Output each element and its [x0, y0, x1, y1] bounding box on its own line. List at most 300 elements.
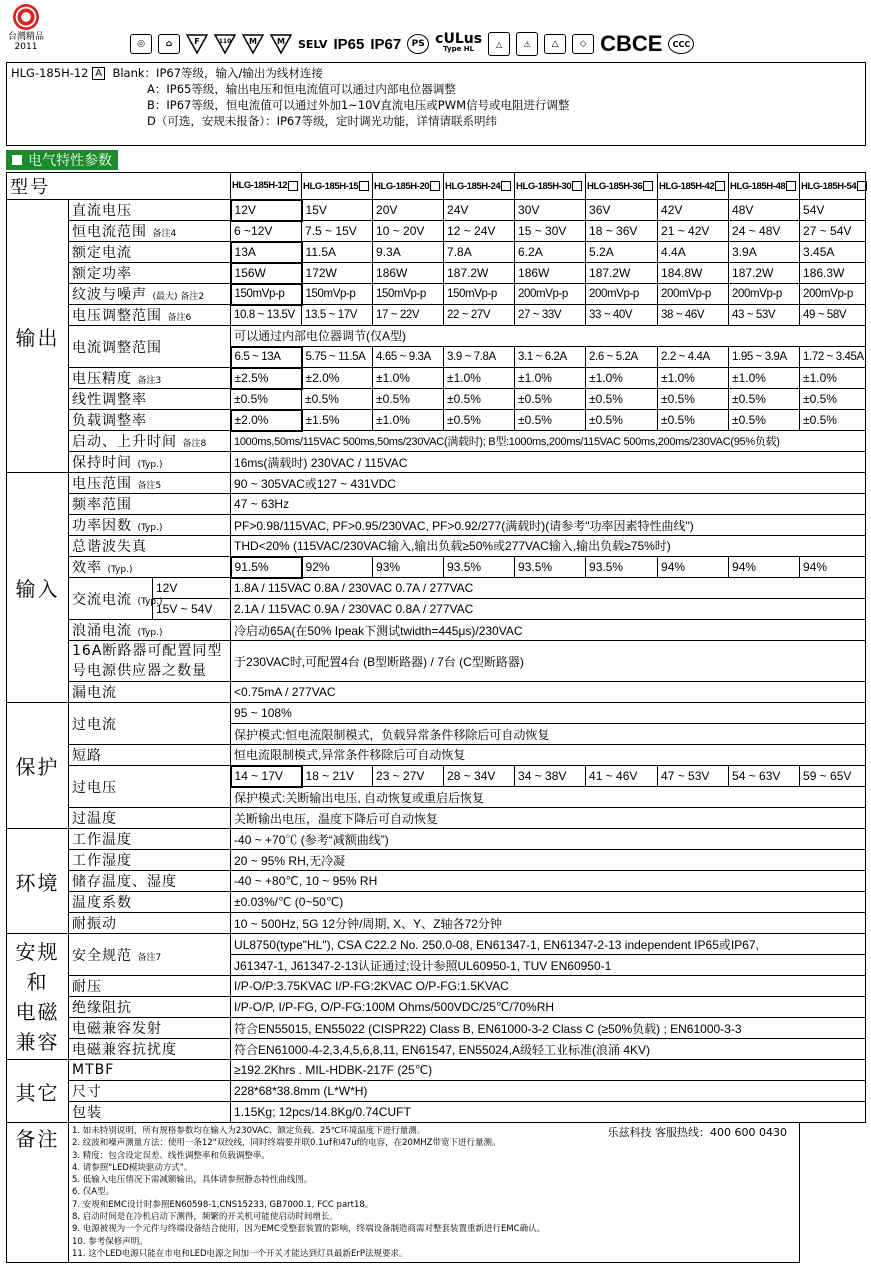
spec-value: <0.75mA / 277VAC [231, 682, 866, 703]
spec-label [69, 620, 231, 641]
row-pf [7, 515, 866, 536]
section-header [6, 150, 118, 170]
model-desc-b: B：IP67等级，恒电流值可以通过外加1~10V直流电压或PWM信号或电阻进行调整 [147, 98, 570, 112]
spec-value: J61347-1, J61347-2-13认证通过;设计参照UL60950-1, TUV EN60950-1 [231, 955, 866, 976]
row-safety [7, 976, 866, 997]
checkbox-icon [715, 181, 725, 191]
spec-value: 200mVp-p [800, 284, 866, 305]
spec-value: 184.8W [658, 263, 729, 284]
row-startup [7, 431, 866, 452]
label-text: 频率范围 [72, 497, 132, 513]
spec-label [69, 997, 231, 1018]
row-ot [7, 808, 866, 829]
spec-value: THD<20% (115VAC/230VAC输入,输出负载≥50%或277VAC输入,输出负载≥75%时) [231, 536, 866, 557]
row-type [7, 173, 866, 200]
spec-value: 3.9A [729, 242, 800, 263]
spec-value: I/P-O/P:3.75KVAC I/P-FG:2KVAC O/P-FG:1.5KVAC [231, 976, 866, 997]
spec-value: 187.2W [729, 263, 800, 284]
label-text: 过温度 [72, 811, 117, 827]
label-text: 恒电流范围 [72, 224, 147, 240]
spec-value: 59 ~ 65V [800, 766, 866, 787]
spec-label [69, 1060, 231, 1081]
spec-value: 27 ~ 33V [515, 305, 586, 326]
spec-label [69, 200, 231, 221]
row-safety [7, 1018, 866, 1039]
spec-value: 3.9 ~ 7.8A [444, 347, 515, 368]
category-cell: 备注 [7, 1123, 69, 1263]
spec-value: 186W [515, 263, 586, 284]
spec-label [69, 703, 231, 745]
spec-value: 符合EN61000-4-2,3,4,5,6,8,11, EN61547, EN55024,A级轻工业标准(浪涌 4KV) [231, 1039, 866, 1060]
label-text: 电压范围 [72, 476, 132, 492]
note-item: 4. 请参照"LED模块驱动方式"。 [72, 1162, 193, 1173]
label-text: 耐振动 [72, 916, 117, 932]
row-freq [7, 494, 866, 515]
label-text: 短路 [72, 748, 102, 764]
label-note: (Typ.) [137, 628, 163, 638]
spec-value: 91.5% [231, 557, 302, 578]
model-desc-d: D（可选，安规未报备）：IP67等级，定时调光功能，详情请联系明纬 [147, 114, 498, 128]
spec-value: ±0.5% [800, 410, 866, 431]
spec-label [69, 410, 231, 431]
lamp-icon: ⌂ [158, 34, 180, 54]
spec-value: ±1.0% [515, 368, 586, 389]
selv-mark: SELV [298, 37, 328, 51]
spec-value: 28 ~ 34V [444, 766, 515, 787]
spec-value: 20V [373, 200, 444, 221]
spec-value: 54 ~ 63V [729, 766, 800, 787]
spec-value: 38 ~ 46V [658, 305, 729, 326]
spec-value: 12V [153, 578, 231, 599]
spec-label [69, 242, 231, 263]
spec-value: 10 ~ 500Hz, 5G 12分钟/周期, X、Y、Z轴各72分钟 [231, 913, 866, 934]
spec-value: ±0.5% [444, 410, 515, 431]
model-col-7 [729, 173, 800, 200]
label-note: (Typ.) [137, 596, 163, 607]
row-vrange [7, 473, 866, 494]
cb-text: CB [600, 31, 632, 56]
label-note: 备注7 [137, 952, 162, 963]
checkbox-icon [572, 181, 582, 191]
spec-value: 符合EN55015, EN55022 (CISPR22) Class B, EN61000-3-2 Class C (≥50%负载) ; EN61000-3-3 [231, 1018, 866, 1039]
spec-value: 47 ~ 63Hz [231, 494, 866, 515]
square-icon [12, 155, 22, 165]
label-note: 备注8 [182, 439, 207, 449]
row-current-adj [7, 326, 866, 347]
row-notes [7, 1123, 866, 1263]
note-item: 1. 如未特别说明，所有规格参数均在输入为230VAC、额定负载、25℃环境温度下进行量测。 [72, 1126, 426, 1136]
diamond-mark-icon: ◇ [572, 34, 594, 54]
spec-value: 4.65 ~ 9.3A [373, 347, 444, 368]
row-output [7, 200, 866, 221]
svg-text:F: F [194, 37, 200, 46]
spec-label [69, 829, 231, 850]
spec-value: 94% [658, 557, 729, 578]
category-cell: 保护 [7, 703, 69, 829]
svg-text:M: M [249, 37, 257, 46]
spec-value: I/P-O/P, I/P-FG, O/P-FG:100M Ohms/500VDC/25℃/70%RH [231, 997, 866, 1018]
ul-class-icon: ⚠ [516, 32, 538, 56]
checkbox-icon [430, 181, 440, 191]
spec-value: ±0.03%/℃ (0~50℃) [231, 892, 866, 913]
model-col-2 [373, 173, 444, 200]
spec-value: 30V [515, 200, 586, 221]
label-text: 负载调整率 [72, 413, 147, 429]
spec-value: ±0.5% [586, 410, 658, 431]
spec-value: 24V [444, 200, 515, 221]
spec-value: 4.4A [658, 242, 729, 263]
svg-text:110: 110 [218, 38, 232, 45]
spec-value: 187.2W [586, 263, 658, 284]
category-text: 和 [26, 969, 49, 994]
model-col-0 [231, 173, 302, 200]
category-cell: 输入 [7, 473, 69, 703]
spec-label [69, 850, 231, 871]
spec-label [69, 557, 231, 578]
spec-label [69, 1102, 231, 1123]
spec-value: 94% [729, 557, 800, 578]
logo-text: 台灣精品 [7, 32, 44, 42]
spec-value: 1000ms,50ms/115VAC 500ms,50ms/230VAC(满载时); B型:1000ms,200ms/115VAC 500ms,200ms/230VAC(95%负载) [231, 431, 866, 452]
spec-value: 恒电流限制模式,异常条件移除后可自动恢复 [231, 745, 866, 766]
checkbox-icon [643, 181, 653, 191]
spec-value: 36V [586, 200, 658, 221]
row-output [7, 242, 866, 263]
spec-value: ±0.5% [302, 389, 373, 410]
label-note: 备注3 [137, 376, 162, 386]
model-name: HLG-185H-42 [659, 180, 715, 192]
spec-value: 保护模式:关断输出电压, 自动恢复或重启后恢复 [231, 787, 866, 808]
model-col-4 [515, 173, 586, 200]
model-line-blank [11, 65, 861, 81]
label-note: 备注4 [152, 229, 177, 239]
spec-value: ±1.0% [586, 368, 658, 389]
spec-value: 7.8A [444, 242, 515, 263]
c-text: C [631, 31, 648, 56]
spec-value: 150mVp-p [302, 284, 373, 305]
spec-value: 200mVp-p [658, 284, 729, 305]
spec-value: 42V [658, 200, 729, 221]
spec-value: 14 ~ 17V [231, 766, 302, 787]
spec-value: ±1.0% [373, 368, 444, 389]
spec-value: 47 ~ 53V [658, 766, 729, 787]
spec-value: 1.15Kg; 12pcs/14.8Kg/0.74CUFT [231, 1102, 866, 1123]
model-name: HLG-185H-12 [232, 180, 288, 192]
spec-value: 1.72 ~ 3.45A [800, 347, 866, 368]
spec-value: ±2.0% [302, 368, 373, 389]
spec-label [69, 578, 163, 620]
label-text: 电压调整范围 [72, 308, 162, 324]
spec-value: 21 ~ 42V [658, 221, 729, 242]
ccc-icon: CCC [668, 34, 694, 54]
spec-value: ±0.5% [373, 389, 444, 410]
spec-label [69, 892, 231, 913]
spec-value: 172W [302, 263, 373, 284]
spec-value: 186W [373, 263, 444, 284]
label-text: 启动、上升时间 [72, 434, 177, 450]
ul-icon: cULus [435, 31, 483, 47]
label-note: 备注5 [137, 481, 162, 491]
spec-value: ±2.5% [231, 368, 302, 389]
row-safety [7, 997, 866, 1018]
label-text: 号电源供应器之数量 [72, 663, 207, 679]
spec-value: ±1.0% [800, 368, 866, 389]
spec-value: 150mVp-p [444, 284, 515, 305]
spec-label [69, 305, 231, 326]
checkbox-icon [786, 181, 796, 191]
spec-value: ±0.5% [515, 410, 586, 431]
spec-value: 22 ~ 27V [444, 305, 515, 326]
row-env [7, 829, 866, 850]
label-note: (最大) 备注2 [152, 292, 205, 302]
spec-value: 10.8 ~ 13.5V [231, 305, 302, 326]
note-item: 6. 仅A型。 [72, 1187, 115, 1198]
spec-value: 27 ~ 54V [800, 221, 866, 242]
label-text: 工作温度 [72, 832, 132, 848]
spec-value: 可以通过内部电位器调节(仅A型) [231, 326, 866, 347]
row-output [7, 368, 866, 389]
spec-value: 5.2A [586, 242, 658, 263]
row-oc [7, 703, 866, 724]
row-inrush [7, 620, 866, 641]
model-name: HLG-185H-30 [516, 180, 572, 192]
spec-value: 24 ~ 48V [729, 221, 800, 242]
label-text: 工作湿度 [72, 853, 132, 869]
model-name: HLG-185H-48 [730, 180, 786, 192]
pse-icon: PS [407, 34, 429, 54]
label-text: 绝缘阻抗 [72, 1000, 132, 1016]
spec-value: ±1.0% [373, 410, 444, 431]
spec-value: 92% [302, 557, 373, 578]
spec-value: 93.5% [515, 557, 586, 578]
spec-value: ±0.5% [729, 410, 800, 431]
header [0, 0, 871, 62]
spec-value: ±1.5% [302, 410, 373, 431]
spec-value: 12V [231, 200, 302, 221]
spec-value: 156W [231, 263, 302, 284]
spec-value: 93.5% [444, 557, 515, 578]
category-text: 安规 [15, 939, 60, 964]
spec-value: UL8750(type"HL"), CSA C22.2 No. 250.0-08, EN61347-1, EN61347-2-13 independent IP65或IP67, [231, 934, 866, 955]
e-text: E [647, 31, 663, 56]
ip67-mark: IP67 [370, 35, 402, 53]
model-col-3 [444, 173, 515, 200]
model-number: HLG-185H-12 [11, 66, 89, 80]
row-other [7, 1081, 866, 1102]
category-text: 兼容 [15, 1029, 60, 1054]
label-text: 额定电流 [72, 245, 132, 261]
spec-value: 18 ~ 36V [586, 221, 658, 242]
spec-value: ±0.5% [800, 389, 866, 410]
row-env [7, 850, 866, 871]
svg-text:M: M [277, 37, 285, 46]
label-text: 电压精度 [72, 371, 132, 387]
spec-value: 16ms(满载时) 230VAC / 115VAC [231, 452, 866, 473]
spec-value: 15V ~ 54V [153, 599, 231, 620]
f-mark-icon [186, 34, 208, 54]
spec-label [69, 263, 231, 284]
spec-label [69, 641, 231, 682]
spec-value: 187.2W [444, 263, 515, 284]
cert-marks [130, 30, 694, 58]
spec-label [69, 1039, 231, 1060]
label-text: 过电流 [72, 716, 117, 733]
section-title: 电气特性参数 [28, 153, 112, 169]
spec-value: ±0.5% [515, 389, 586, 410]
logo-year: 2011 [14, 42, 38, 52]
note-item: 7. 安规和EMC设计时参照EN60598-1,CNS15233, GB7000.1, FCC part18。 [72, 1199, 374, 1210]
row-env [7, 913, 866, 934]
spec-label [69, 473, 231, 494]
spec-label [69, 745, 231, 766]
model-desc-blank: Blank：IP67等级，输入/输出为线材连接 [112, 66, 323, 80]
spec-value: 23 ~ 27V [373, 766, 444, 787]
spec-value: 200mVp-p [586, 284, 658, 305]
model-desc-a: A：IP65等级，输出电压和恒电流值可以通过内部电位器调整 [147, 82, 456, 96]
hotline: 乐兹科技 客服热线：400 600 0430 [607, 1126, 788, 1139]
spec-value: 冷启动65A(在50% Ipeak下测试twidth=445μs)/230VAC [231, 620, 866, 641]
spec-value: 49 ~ 58V [800, 305, 866, 326]
model-description [6, 62, 866, 146]
model-name: HLG-185H-20 [374, 180, 430, 192]
model-name: HLG-185H-15 [303, 180, 359, 192]
spec-value: 54V [800, 200, 866, 221]
spec-value: 1.95 ~ 3.9A [729, 347, 800, 368]
type-hl-text: Type HL [443, 45, 475, 53]
label-note: 备注6 [167, 313, 192, 323]
category-text: 电磁 [15, 999, 60, 1024]
m-mark-icon [242, 34, 264, 54]
ul-listed-icon: △ [488, 32, 510, 56]
spec-label [69, 389, 231, 410]
spec-label [69, 913, 231, 934]
spec-label [69, 1018, 231, 1039]
spec-value: 3.45A [800, 242, 866, 263]
row-eff [7, 557, 866, 578]
logo-mark-icon [13, 4, 39, 30]
spec-value: 6.5 ~ 13A [231, 347, 302, 368]
spec-value: ±1.0% [658, 368, 729, 389]
spec-label [69, 431, 231, 452]
model-name: HLG-185H-36 [587, 180, 643, 192]
label-note: (Typ.) [107, 565, 133, 575]
spec-value: ±0.5% [444, 389, 515, 410]
spec-value: 6.2A [515, 242, 586, 263]
row-thd [7, 536, 866, 557]
spec-value: 5.75 ~ 11.5A [302, 347, 373, 368]
spec-value: 17 ~ 22V [373, 305, 444, 326]
spec-value: ≥192.2Khrs . MIL-HDBK-217F (25℃) [231, 1060, 866, 1081]
spec-label [69, 1081, 231, 1102]
label-text: 包装 [72, 1105, 102, 1121]
checkbox-icon [857, 181, 867, 191]
model-col-6 [658, 173, 729, 200]
spec-value: ±2.0% [231, 410, 302, 431]
spec-table [6, 172, 866, 1263]
row-other [7, 1102, 866, 1123]
label-note: (Typ.) [137, 523, 163, 533]
model-col-1 [302, 173, 373, 200]
note-item: 9. 电源被视为一个元件与终端设备结合使用，因为EMC受整套装置的影响，终端设备制造商需对整套装置重新进行EMC确认。 [72, 1224, 546, 1235]
spec-label [69, 221, 231, 242]
spec-value: 11.5A [302, 242, 373, 263]
spec-value: ±0.5% [658, 410, 729, 431]
row-ac-12 [7, 578, 866, 599]
label-text: 效率 [72, 560, 102, 576]
spec-value: 12 ~ 24V [444, 221, 515, 242]
spec-value: ±0.5% [729, 389, 800, 410]
spec-value: ±1.0% [444, 368, 515, 389]
spec-label [69, 934, 231, 976]
spec-value: 于230VAC时,可配置4台 (B型断路器) / 7台 (C型断路器) [231, 641, 866, 682]
notes-cell [69, 1123, 800, 1263]
spec-value: 43 ~ 53V [729, 305, 800, 326]
taiwan-excellence-logo [6, 4, 46, 52]
row-output [7, 305, 866, 326]
spec-value: ±0.5% [586, 389, 658, 410]
row-leak [7, 682, 866, 703]
note-item: 8. 启动时间是在冷机启动下测得，频繁的开关机可能使启动时间增长。 [72, 1212, 338, 1223]
label-text: 耐压 [72, 979, 102, 995]
110-mark-icon [214, 34, 236, 54]
spec-value: 150mVp-p [231, 284, 302, 305]
row-hold [7, 452, 866, 473]
spec-value: 6 ~12V [231, 221, 302, 242]
category-cell [7, 934, 69, 1060]
spec-value: ±0.5% [658, 389, 729, 410]
checkbox-icon [359, 181, 369, 191]
spec-value: 200mVp-p [729, 284, 800, 305]
spec-label [69, 808, 231, 829]
spec-label [69, 871, 231, 892]
cb-ce-mark [600, 31, 662, 57]
ul-mark [435, 31, 483, 54]
spec-value: 关断输出电压，温度下降后可自动恢复 [231, 808, 866, 829]
spec-value: 150mVp-p [373, 284, 444, 305]
spec-value: 95 ~ 108% [231, 703, 866, 724]
note-item: 11. 这个LED电源只能在市电和LED电源之间加一个开关才能达到灯具最新ErP法规要求。 [72, 1248, 408, 1259]
spec-value: 93% [373, 557, 444, 578]
spec-value: 41 ~ 46V [586, 766, 658, 787]
spec-value: 186.3W [800, 263, 866, 284]
mm-mark-icon [270, 34, 292, 54]
spec-value: 48V [729, 200, 800, 221]
spec-value: 90 ~ 305VAC或127 ~ 431VDC [231, 473, 866, 494]
label-text: 浪涌电流 [72, 623, 132, 639]
spec-value: 15V [302, 200, 373, 221]
row-output [7, 389, 866, 410]
model-name: HLG-185H-54 [801, 180, 857, 192]
label-text: MTBF [72, 1062, 115, 1078]
model-name: HLG-185H-24 [445, 180, 501, 192]
spec-value: 7.5 ~ 15V [302, 221, 373, 242]
row-env [7, 871, 866, 892]
label-text: 功率因数 [72, 518, 132, 534]
checkbox-icon [288, 181, 298, 191]
category-cell: 输出 [7, 200, 69, 473]
spec-label [69, 976, 231, 997]
spec-label [69, 326, 231, 368]
label-text: 16A断路器可配置同型 [72, 643, 223, 659]
label-text: 电磁兼容发射 [72, 1021, 162, 1037]
note-item: 2. 纹波和噪声测量方法：使用一条12"双绞线，同时终端要并联0.1uf和47uf的电容，在20MHZ带宽下进行量测。 [72, 1138, 501, 1149]
gs-mark-icon: △ [544, 34, 566, 54]
spec-label [69, 515, 231, 536]
spec-value: 13A [231, 242, 302, 263]
spec-label [69, 284, 231, 305]
label-text: 额定功率 [72, 266, 132, 282]
note-item: 3. 精度：包含设定误差、线性调整率和负载调整率。 [72, 1150, 270, 1161]
